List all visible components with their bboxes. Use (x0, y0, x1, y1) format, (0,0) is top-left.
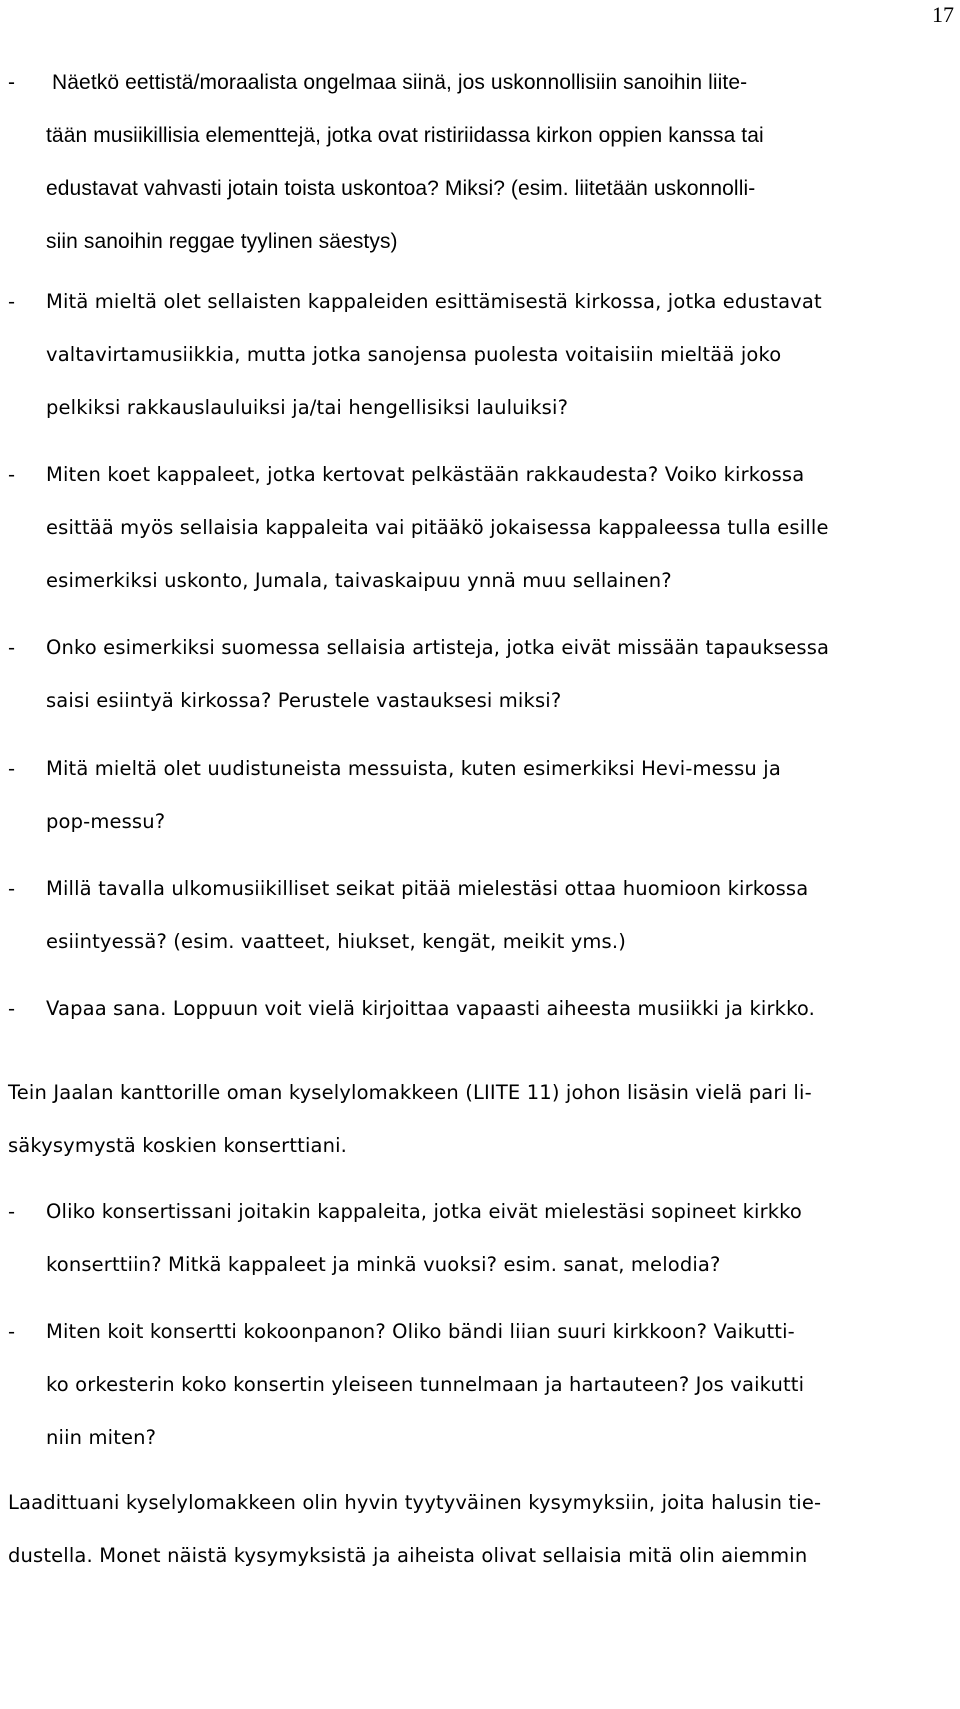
question-line: valtavirtamusiikkia, mutta jotka sanojensa puolesta voitaisiin mieltää joko (46, 343, 782, 366)
bullet-dash: - (8, 463, 16, 486)
bullet-dash: - (8, 290, 16, 313)
question-line: Näetkö eettistä/moraalista ongelmaa siinä, jos uskonnollisiin sanoihin liite- (52, 71, 748, 94)
question-line: konserttiin? Mitkä kappaleet ja minkä vuoksi? esim. sanat, melodia? (46, 1253, 721, 1276)
question-line: esiintyessä? (esim. vaatteet, hiukset, kengät, meikit yms.) (46, 930, 626, 953)
bullet-dash: - (8, 636, 16, 659)
question-item-6 (8, 862, 808, 968)
question-line: edustavat vahvasti jotain toista uskontoa? Miksi? (esim. liitetään uskonnolli- (46, 177, 756, 200)
question-item-7 (8, 982, 815, 1035)
question-line: Mitä mieltä olet sellaisten kappaleiden esittämisestä kirkossa, jotka edustavat (46, 290, 822, 313)
question-item-1 (8, 56, 764, 268)
paragraph-line: Tein Jaalan kanttorille oman kyselylomakkeen (LIITE 11) johon lisäsin vielä pari li- (8, 1081, 812, 1104)
page-number: 17 (932, 2, 954, 27)
paragraph-line: säkysymystä koskien konserttiani. (8, 1134, 348, 1157)
question-line: Oliko konsertissani joitakin kappaleita, jotka eivät mielestäsi sopineet kirkko (46, 1200, 803, 1223)
question-line: esimerkiksi uskonto, Jumala, taivaskaipuu ynnä muu sellainen? (46, 569, 672, 592)
question-line: Onko esimerkiksi suomessa sellaisia artisteja, jotka eivät missään tapauksessa (46, 636, 830, 659)
body-paragraph-2 (8, 1476, 821, 1582)
question-line: Miten koit konsertti kokoonpanon? Oliko bändi liian suuri kirkkoon? Vaikutti- (46, 1320, 795, 1343)
question-line: esittää myös sellaisia kappaleita vai pitääkö jokaisessa kappaleessa tulla esille (46, 516, 829, 539)
question-item-5 (8, 742, 781, 848)
question-line: pelkiksi rakkauslauluiksi ja/tai hengellisiksi lauluiksi? (46, 396, 569, 419)
question-line: saisi esiintyä kirkossa? Perustele vastauksesi miksi? (46, 689, 562, 712)
bullet-dash: - (8, 1320, 16, 1343)
question-line: Mitä mieltä olet uudistuneista messuista, kuten esimerkiksi Hevi-messu ja (46, 757, 781, 780)
bullet-dash: - (8, 71, 16, 94)
question-line: ko orkesterin koko konsertin yleiseen tunnelmaan ja hartauteen? Jos vaikutti (46, 1373, 805, 1396)
question-line: siin sanoihin reggae tyylinen säestys) (46, 230, 398, 253)
question-line: Miten koet kappaleet, jotka kertovat pelkästään rakkaudesta? Voiko kirkossa (46, 463, 805, 486)
question-line: Millä tavalla ulkomusiikilliset seikat pitää mielestäsi ottaa huomioon kirkossa (46, 877, 809, 900)
question-item-3 (8, 448, 829, 607)
bullet-dash: - (8, 997, 16, 1020)
question-line: Vapaa sana. Loppuun voit vielä kirjoittaa vapaasti aiheesta musiikki ja kirkko. (46, 997, 815, 1020)
question-line: tään musiikillisia elementtejä, jotka ovat ristiriidassa kirkon oppien kanssa tai (46, 124, 764, 147)
bullet-dash: - (8, 1200, 16, 1223)
question-item-9 (8, 1305, 804, 1464)
question-line: niin miten? (46, 1426, 157, 1449)
question-line: pop-messu? (46, 810, 166, 833)
paragraph-line: Laadittuani kyselylomakkeen olin hyvin tyytyväinen kysymyksiin, joita halusin tie- (8, 1491, 822, 1514)
bullet-dash: - (8, 757, 16, 780)
question-item-8 (8, 1185, 802, 1291)
body-paragraph-1 (8, 1066, 812, 1172)
bullet-dash: - (8, 877, 16, 900)
question-item-4 (8, 621, 829, 727)
question-item-2 (8, 275, 822, 434)
paragraph-line: dustella. Monet näistä kysymyksistä ja aiheista olivat sellaisia mitä olin aiemmin (8, 1544, 808, 1567)
